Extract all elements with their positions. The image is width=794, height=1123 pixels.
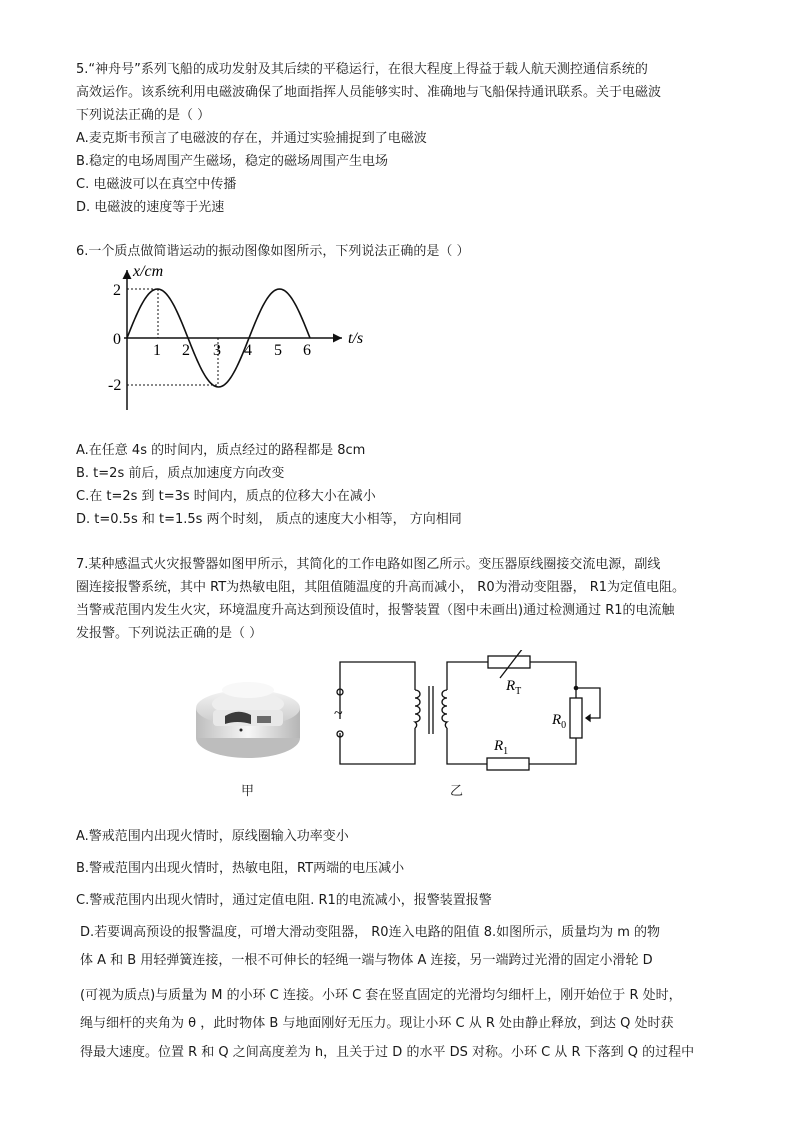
x-tick-3: 3 (213, 342, 221, 359)
figure-label-a: 甲 (241, 784, 255, 799)
q6-option-c: C.在 t=2s 到 t=3s 时间内，质点的位移大小在减小 (76, 489, 376, 504)
q7-stem-line-2: 圈连接报警系统，其中 RT为热敏电阻，其阻值随温度的升高而减小， R0为滑动变阻器， R1为定值电阻。 (76, 580, 686, 595)
q5-stem-line-2: 高效运作。该系统利用电磁波确保了地面指挥人员能够实时、准确地与飞船保持通讯联系。关于电磁波 (76, 85, 662, 100)
q5-option-d: D. 电磁波的速度等于光速 (76, 200, 225, 215)
tail-line-1: D.若要调高预设的报警温度，可增大滑动变阻器， R0连入电路的阻值 8.如图所示，质量均为 m 的物 (80, 925, 661, 940)
tail-line-5: 得最大速度。位置 R 和 Q 之间高度差为 h，且关于过 D 的水平 DS 对称。小环 C 从 R 下落到 Q 的过程中 (80, 1045, 695, 1060)
ac-source-symbol: ~ (334, 705, 343, 722)
q5-option-b: B.稳定的电场周围产生磁场，稳定的磁场周围产生电场 (76, 154, 389, 169)
label-rt: $R_T$ (506, 678, 522, 697)
x-tick-6: 6 (303, 342, 311, 359)
origin-label: 0 (113, 331, 121, 348)
tail-line-3: (可视为质点)与质量为 M 的小环 C 连接。小环 C 套在竖直固定的光滑均匀细杆上，刚开始位于 R 处时， (80, 988, 682, 1003)
q5-stem-line-3: 下列说法正确的是（ ） (76, 108, 211, 123)
q7-stem-line-4: 发报警。下列说法正确的是（ ） (76, 626, 263, 641)
x-tick-1: 1 (153, 342, 161, 359)
y-tick-neg2: -2 (108, 377, 122, 394)
tail-line-2: 体 A 和 B 用轻弹簧连接，一根不可伸长的轻绳一端与物体 A 连接，另一端跨过光滑的固定小滑轮 D (80, 953, 653, 968)
label-r0: $R_0$ (552, 712, 567, 731)
q6-option-b: B. t=2s 前后，质点加速度方向改变 (76, 466, 285, 481)
q7-stem-line-1: 7.某种感温式火灾报警器如图甲所示，其简化的工作电路如图乙所示。变压器原线圈接交流电源，副线 (76, 557, 661, 572)
q5-option-c: C. 电磁波可以在真空中传播 (76, 177, 237, 192)
circuit-diagram (330, 650, 620, 776)
label-r1: $R_1$ (494, 738, 509, 757)
q5-stem-line-1: 5.“神舟号”系列飞船的成功发射及其后续的平稳运行，在很大程度上得益于载人航天测控通信系统的 (76, 62, 648, 77)
x-tick-5: 5 (274, 342, 282, 359)
smoke-detector-photo (193, 668, 303, 764)
x-tick-2: 2 (182, 342, 190, 359)
q6-stem: 6.一个质点做简谐运动的振动图像如图所示，下列说法正确的是（ ） (76, 244, 470, 259)
y-tick-2: 2 (113, 282, 121, 299)
x-tick-4: 4 (244, 342, 252, 359)
q6-option-a: A.在任意 4s 的时间内，质点经过的路程都是 8cm (76, 443, 366, 458)
y-axis-label: x/cm (133, 263, 164, 280)
tail-line-4: 绳与细杆的夹角为 θ ，此时物体 B 与地面刚好无压力。现让小环 C 从 R 处由静止释放，到达 Q 处时获 (80, 1016, 674, 1031)
q7-option-a: A.警戒范围内出现火情时，原线圈输入功率变小 (76, 829, 349, 844)
q5-option-a: A.麦克斯韦预言了电磁波的存在，并通过实验捕捉到了电磁波 (76, 131, 427, 146)
x-axis-label: t/s (348, 330, 364, 347)
q7-option-c: C.警戒范围内出现火情时，通过定值电阻. R1的电流减小，报警装置报警 (76, 893, 492, 908)
q7-option-b: B.警戒范围内出现火情时，热敏电阻，RT两端的电压减小 (76, 861, 405, 876)
oscillation-graph (100, 258, 380, 418)
q7-stem-line-3: 当警戒范围内发生火灾，环境温度升高达到预设值时，报警装置（图中未画出)通过检测通过 R1的电流触 (76, 603, 675, 618)
figure-label-b: 乙 (450, 784, 464, 799)
q6-option-d: D. t=0.5s 和 t=1.5s 两个时刻， 质点的速度大小相等， 方向相同 (76, 512, 462, 527)
